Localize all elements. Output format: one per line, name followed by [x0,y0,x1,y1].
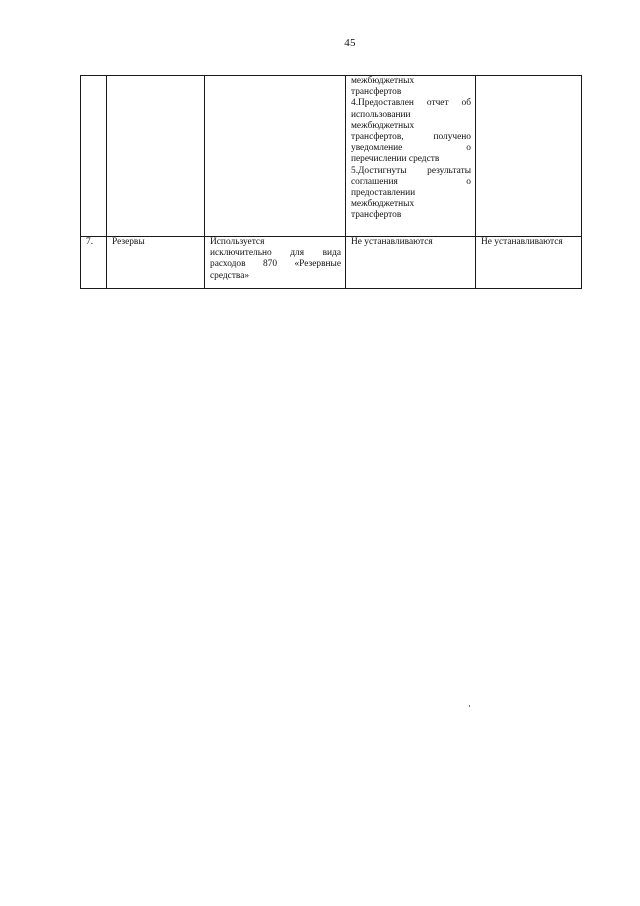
cell-description [205,76,346,237]
conditions-line: трансфертов [351,87,402,98]
conditions-line: перечислении средств [351,154,440,165]
description-line: исключительно для вида [210,248,341,259]
description-line: расходов 870 «Резервные [210,259,341,270]
document-table [80,75,582,289]
conditions-line: использовании [351,109,411,120]
table-row-7 [81,237,582,289]
conditions-line: предоставлении [351,188,416,199]
cell-description [205,237,346,289]
conditions-line: трансфертов [351,210,402,221]
cell-conditions [346,76,476,237]
description-line: Используется [210,237,265,247]
conditions-line: межбюджетных [351,199,415,210]
cell-name: Резервы [107,237,205,289]
conditions-line: соглашения о [351,176,471,187]
conditions-line: 4.Предоставлен отчет об [351,98,471,109]
cell-number: 7. [81,237,107,289]
cell-conditions: Не устанавливаются [346,237,476,289]
table-row-continuation [81,76,582,237]
conditions-line: межбюджетных [351,76,415,86]
cell-requirements [476,76,582,237]
cell-requirements: Не устанавливаются [476,237,582,289]
conditions-line: межбюджетных [351,120,415,131]
description-line: средства» [210,270,250,281]
cell-number [81,76,107,237]
cell-name [107,76,205,237]
conditions-line: 5.Достигнуты результаты [351,165,471,176]
conditions-line: трансфертов, получено [351,132,471,143]
page-number: 45 [344,37,356,49]
conditions-line: уведомление о [351,143,471,154]
scan-mark [469,705,470,707]
